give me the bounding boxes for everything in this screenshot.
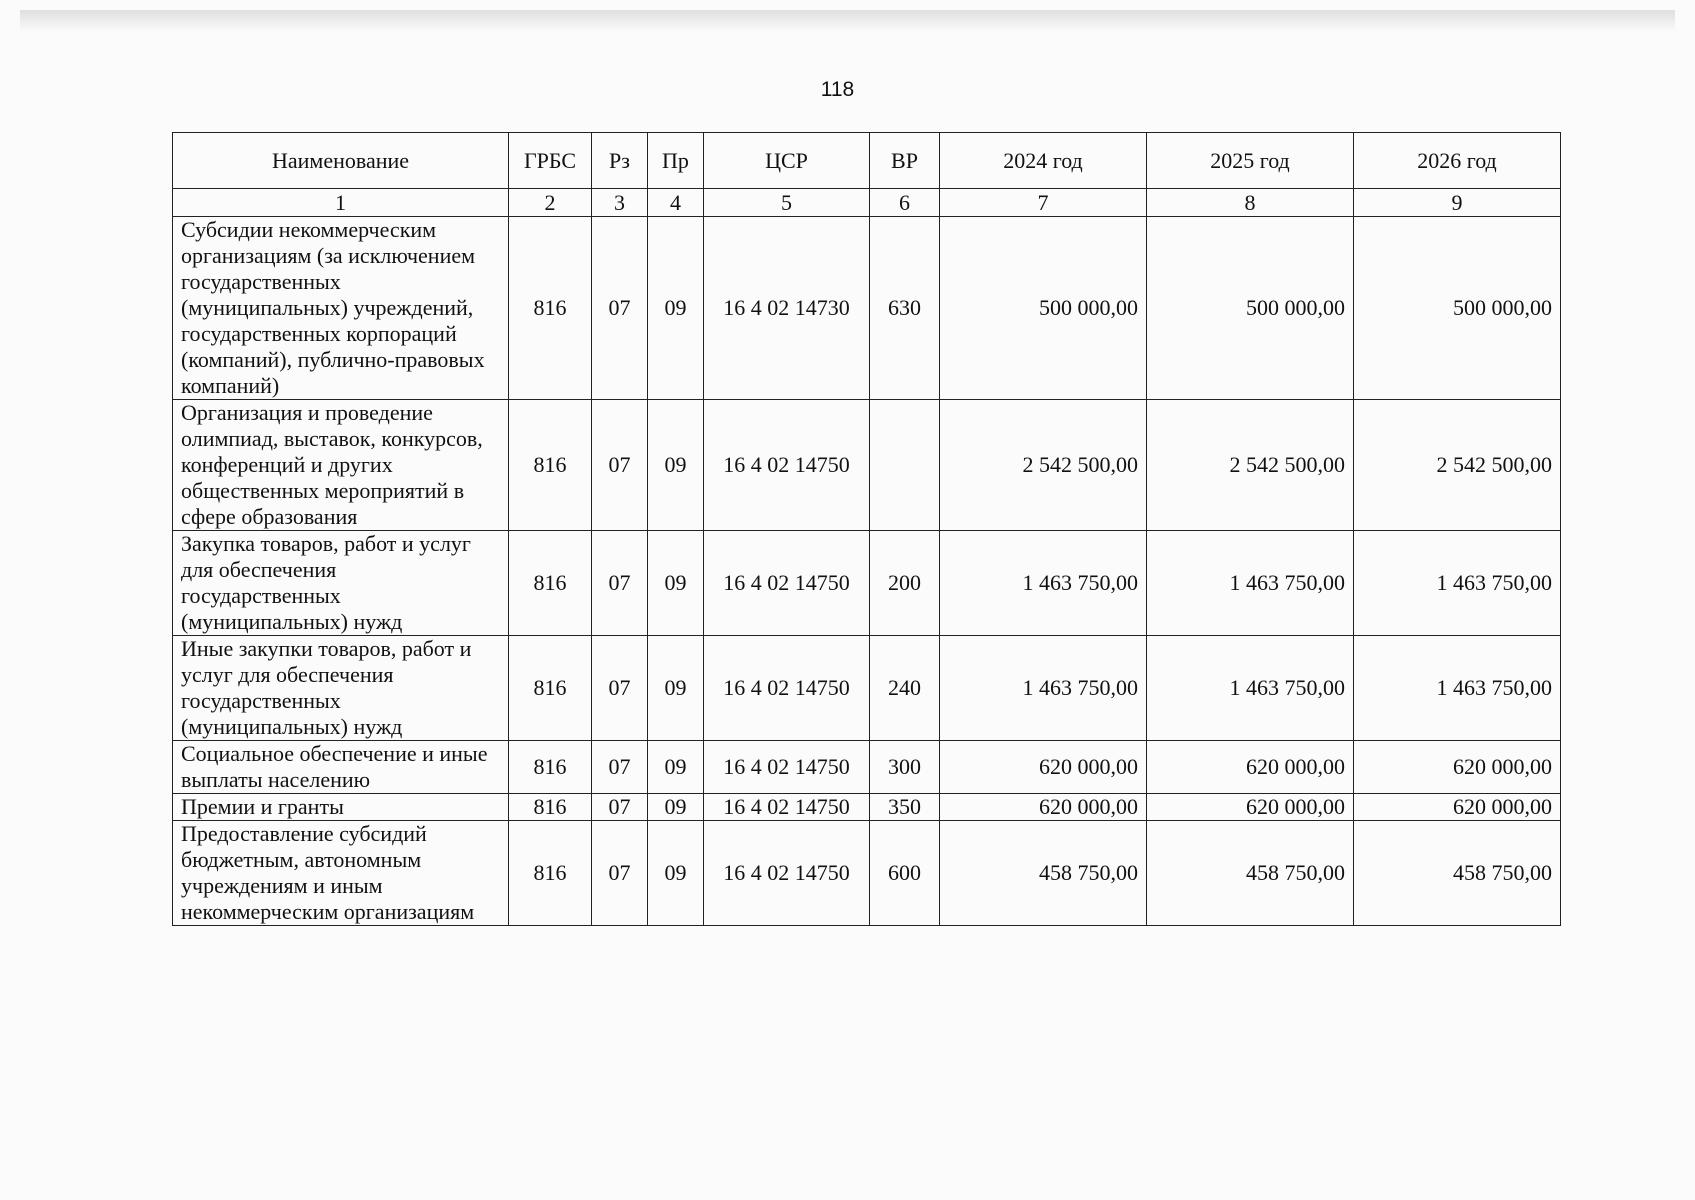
- table-row: [173, 400, 1561, 531]
- vr-cell: 240: [870, 636, 940, 741]
- table-row: [173, 741, 1561, 794]
- grbs-cell: 816: [509, 636, 592, 741]
- header-pr: Пр: [648, 133, 704, 189]
- pr-cell: 09: [648, 217, 704, 400]
- column-number: 8: [1147, 189, 1354, 217]
- csr-cell: 16 4 02 14750: [704, 821, 870, 926]
- rz-cell: 07: [592, 821, 648, 926]
- amount-2024-cell: 620 000,00: [940, 741, 1147, 794]
- column-number: 5: [704, 189, 870, 217]
- amount-2024-cell: 1 463 750,00: [940, 531, 1147, 636]
- column-number: 7: [940, 189, 1147, 217]
- amount-2025-cell: 1 463 750,00: [1147, 531, 1354, 636]
- row-name-cell: Премии и гранты: [173, 794, 509, 821]
- grbs-cell: 816: [509, 531, 592, 636]
- header-rz: Рз: [592, 133, 648, 189]
- pr-cell: 09: [648, 741, 704, 794]
- rz-cell: 07: [592, 531, 648, 636]
- amount-2026-cell: 620 000,00: [1354, 794, 1561, 821]
- amount-2024-cell: 458 750,00: [940, 821, 1147, 926]
- table-row: [173, 794, 1561, 821]
- header-2024: 2024 год: [940, 133, 1147, 189]
- amount-2025-cell: 458 750,00: [1147, 821, 1354, 926]
- csr-cell: 16 4 02 14750: [704, 636, 870, 741]
- amount-2026-cell: 2 542 500,00: [1354, 400, 1561, 531]
- page-number: 118: [820, 78, 855, 101]
- amount-2025-cell: 620 000,00: [1147, 741, 1354, 794]
- table-row: [173, 217, 1561, 400]
- amount-2026-cell: 1 463 750,00: [1354, 636, 1561, 741]
- header-row: [173, 133, 1561, 189]
- amount-2025-cell: 620 000,00: [1147, 794, 1354, 821]
- column-number: 4: [648, 189, 704, 217]
- pr-cell: 09: [648, 400, 704, 531]
- budget-table: [172, 132, 1561, 926]
- amount-2024-cell: 2 542 500,00: [940, 400, 1147, 531]
- header-2025: 2025 год: [1147, 133, 1354, 189]
- row-name-cell: Социальное обеспечение и иные выплаты населению: [173, 741, 509, 794]
- amount-2026-cell: 1 463 750,00: [1354, 531, 1561, 636]
- header-grbs: ГРБС: [509, 133, 592, 189]
- vr-cell: 350: [870, 794, 940, 821]
- row-name-cell: Предоставление субсидий бюджетным, автономным учреждениям и иным некоммерческим организациям: [173, 821, 509, 926]
- table-row: [173, 821, 1561, 926]
- row-name-cell: Закупка товаров, работ и услуг для обеспечения государственных (муниципальных) нужд: [173, 531, 509, 636]
- header-name: Наименование: [173, 133, 509, 189]
- column-number: 3: [592, 189, 648, 217]
- column-number: 2: [509, 189, 592, 217]
- grbs-cell: 816: [509, 741, 592, 794]
- grbs-cell: 816: [509, 794, 592, 821]
- header-number-row: [173, 189, 1561, 217]
- rz-cell: 07: [592, 741, 648, 794]
- amount-2026-cell: 620 000,00: [1354, 741, 1561, 794]
- pr-cell: 09: [648, 794, 704, 821]
- vr-cell: 630: [870, 217, 940, 400]
- amount-2025-cell: 500 000,00: [1147, 217, 1354, 400]
- grbs-cell: 816: [509, 821, 592, 926]
- table-row: [173, 636, 1561, 741]
- grbs-cell: 816: [509, 400, 592, 531]
- csr-cell: 16 4 02 14730: [704, 217, 870, 400]
- grbs-cell: 816: [509, 217, 592, 400]
- rz-cell: 07: [592, 400, 648, 531]
- rz-cell: 07: [592, 636, 648, 741]
- vr-cell: [870, 400, 940, 531]
- rz-cell: 07: [592, 794, 648, 821]
- amount-2026-cell: 458 750,00: [1354, 821, 1561, 926]
- row-name-cell: Организация и проведение олимпиад, выставок, конкурсов, конференций и других общественных мероприятий в сфере образования: [173, 400, 509, 531]
- table-row: [173, 531, 1561, 636]
- row-name-cell: Иные закупки товаров, работ и услуг для обеспечения государственных (муниципальных) нужд: [173, 636, 509, 741]
- vr-cell: 200: [870, 531, 940, 636]
- amount-2024-cell: 500 000,00: [940, 217, 1147, 400]
- csr-cell: 16 4 02 14750: [704, 741, 870, 794]
- rz-cell: 07: [592, 217, 648, 400]
- column-number: 6: [870, 189, 940, 217]
- pr-cell: 09: [648, 821, 704, 926]
- header-vr: ВР: [870, 133, 940, 189]
- column-number: 9: [1354, 189, 1561, 217]
- row-name-cell: Субсидии некоммерческим организациям (за исключением государственных (муниципальных) учреждений, государственных корпораций (компаний), публично-правовых компаний): [173, 217, 509, 400]
- vr-cell: 600: [870, 821, 940, 926]
- csr-cell: 16 4 02 14750: [704, 531, 870, 636]
- csr-cell: 16 4 02 14750: [704, 400, 870, 531]
- header-2026: 2026 год: [1354, 133, 1561, 189]
- amount-2025-cell: 1 463 750,00: [1147, 636, 1354, 741]
- scan-edge-shadow: [20, 10, 1675, 32]
- amount-2025-cell: 2 542 500,00: [1147, 400, 1354, 531]
- column-number: 1: [173, 189, 509, 217]
- vr-cell: 300: [870, 741, 940, 794]
- amount-2024-cell: 1 463 750,00: [940, 636, 1147, 741]
- amount-2026-cell: 500 000,00: [1354, 217, 1561, 400]
- pr-cell: 09: [648, 531, 704, 636]
- amount-2024-cell: 620 000,00: [940, 794, 1147, 821]
- header-csr: ЦСР: [704, 133, 870, 189]
- pr-cell: 09: [648, 636, 704, 741]
- csr-cell: 16 4 02 14750: [704, 794, 870, 821]
